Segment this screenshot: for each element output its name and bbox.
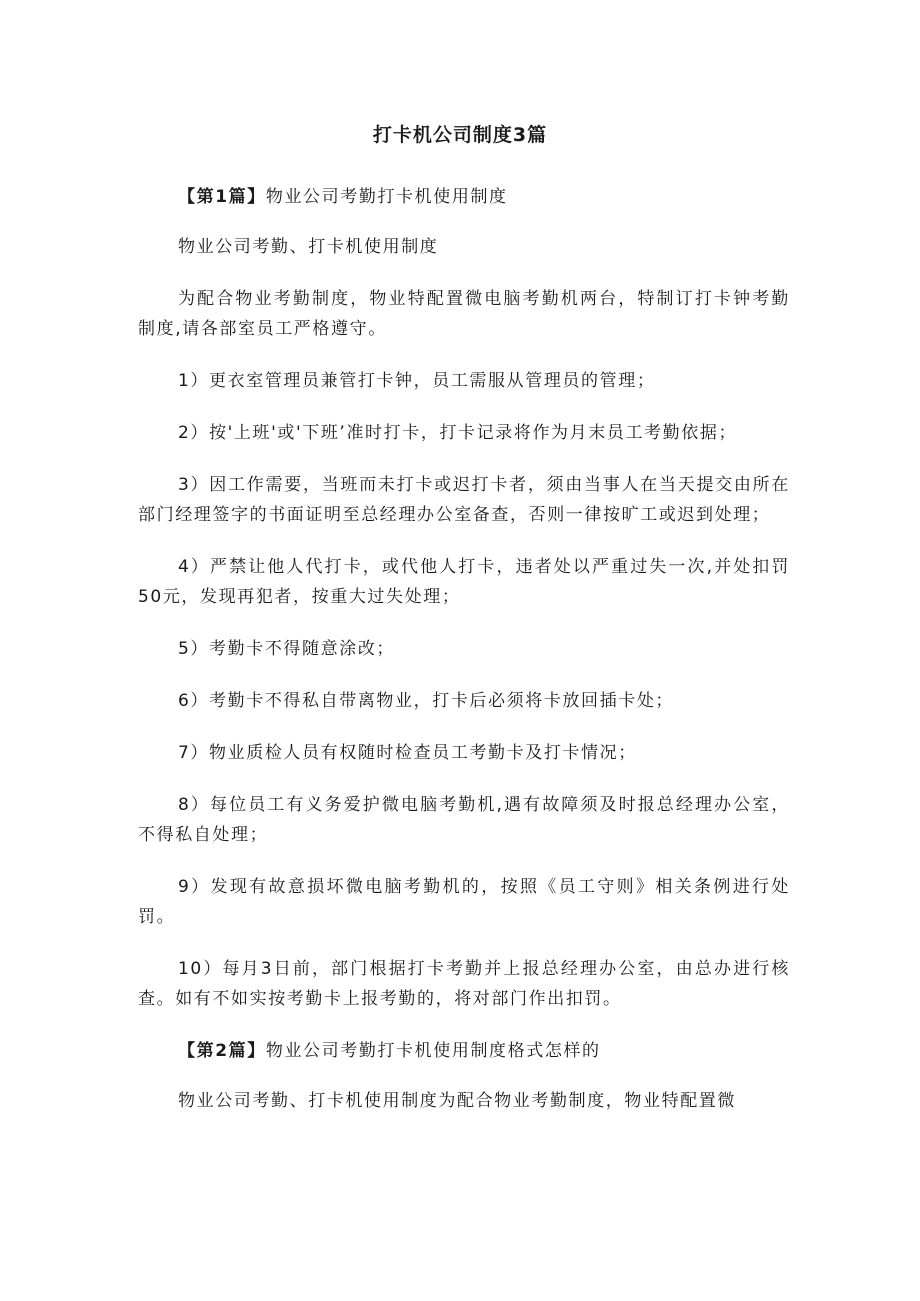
- rule-item-6: 6）考勤卡不得私自带离物业，打卡后必须将卡放回插卡处；: [178, 691, 675, 711]
- rule-item-4: 4）严禁让他人代打卡，或代他人打卡，违者处以严重过失一次,并处扣罚50元，发现再犯者，按重大过失处理；: [138, 557, 790, 607]
- rule-item-3: 3）因工作需要，当班而未打卡或迟打卡者，须由当事人在当天提交由所在部门经理签字的书面证明至总经理办公室备查，否则一律按旷工或迟到处理；: [138, 475, 790, 525]
- section-1-heading: [138, 182, 790, 212]
- subtitle-paragraph: 物业公司考勤、打卡机使用制度: [178, 237, 439, 257]
- section-1-label: 【第1篇】: [178, 187, 266, 207]
- rule-item-8: 8）每位员工有义务爱护微电脑考勤机,遇有故障须及时报总经理办公室，不得私自处理；: [138, 795, 790, 845]
- rule-item-2: 2）按'上班'或'下班’准时打卡，打卡记录将作为月末员工考勤依据；: [178, 423, 738, 443]
- section-2-heading-text: 物业公司考勤打卡机使用制度格式怎样的: [265, 1041, 601, 1061]
- intro-paragraph: 为配合物业考勤制度，物业特配置微电脑考勤机两台，特制订打卡钟考勤制度,请各部室员工严格遵守。: [138, 289, 790, 339]
- rule-item-10: 10）每月3日前，部门根据打卡考勤并上报总经理办公室，由总办进行核查。如有不如实按考勤卡上报考勤的，将对部门作出扣罚。: [138, 959, 790, 1009]
- rule-item-5: 5）考勤卡不得随意涂改；: [178, 639, 396, 659]
- document-title: 打卡机公司制度3篇: [372, 124, 548, 146]
- rule-item-7: 7）物业质检人员有权随时检查员工考勤卡及打卡情况；: [178, 743, 637, 763]
- document-body: [138, 182, 790, 1138]
- section-2-label: 【第2篇】: [178, 1041, 266, 1061]
- rule-item-1: 1）更衣室管理员兼管打卡钟，员工需服从管理员的管理；: [178, 371, 656, 391]
- section-2-first-paragraph: 物业公司考勤、打卡机使用制度为配合物业考勤制度，物业特配置微: [178, 1091, 736, 1111]
- section-1-heading-text: 物业公司考勤打卡机使用制度: [265, 187, 508, 207]
- rule-item-9: 9）发现有故意损坏微电脑考勤机的，按照《员工守则》相关条例进行处罚。: [138, 877, 790, 927]
- section-2-heading: [138, 1036, 790, 1066]
